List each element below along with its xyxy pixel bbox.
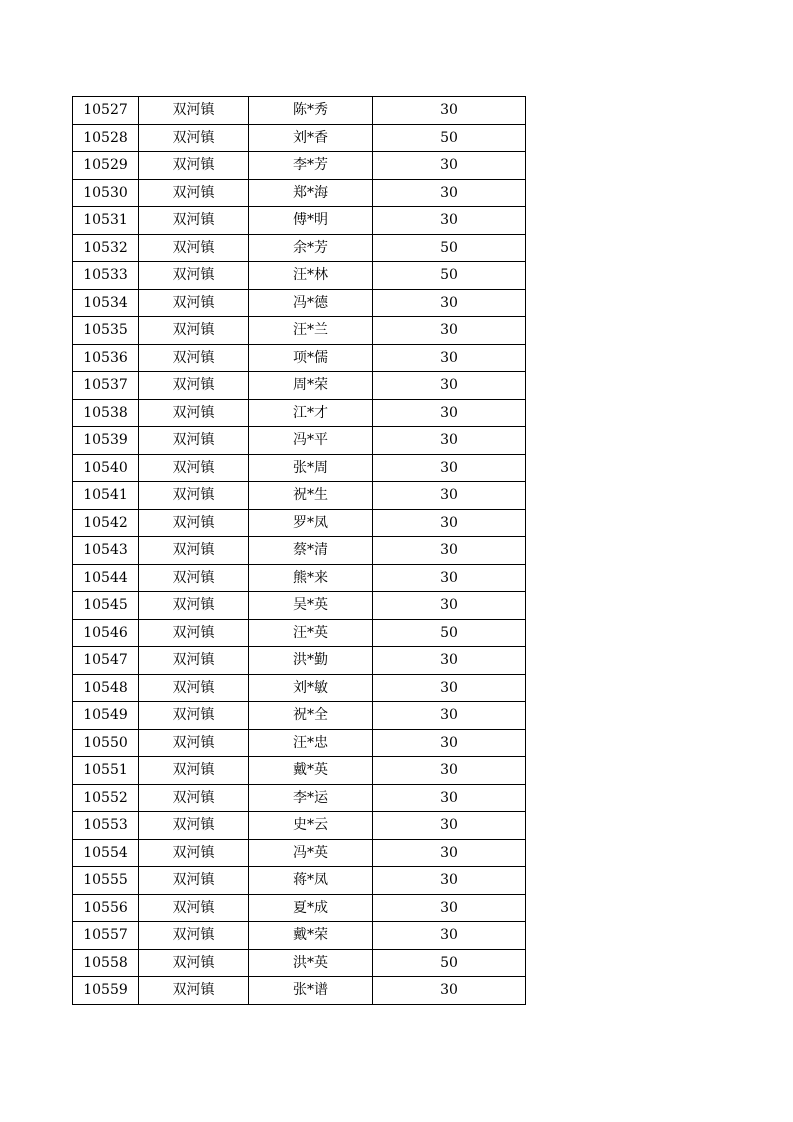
cell-id: 10534 (73, 289, 139, 317)
cell-town: 双河镇 (139, 97, 249, 125)
cell-name: 刘*香 (249, 124, 373, 152)
cell-name: 江*才 (249, 399, 373, 427)
table-row (73, 207, 526, 235)
cell-name: 张*谱 (249, 977, 373, 1005)
cell-id: 10546 (73, 619, 139, 647)
cell-town: 双河镇 (139, 949, 249, 977)
cell-town: 双河镇 (139, 674, 249, 702)
cell-town: 双河镇 (139, 317, 249, 345)
cell-town: 双河镇 (139, 262, 249, 290)
table-row (73, 124, 526, 152)
cell-id: 10548 (73, 674, 139, 702)
cell-town: 双河镇 (139, 702, 249, 730)
cell-amount: 30 (373, 839, 526, 867)
cell-town: 双河镇 (139, 839, 249, 867)
cell-amount: 30 (373, 509, 526, 537)
cell-town: 双河镇 (139, 537, 249, 565)
cell-town: 双河镇 (139, 454, 249, 482)
cell-town: 双河镇 (139, 344, 249, 372)
cell-id: 10545 (73, 592, 139, 620)
cell-name: 洪*英 (249, 949, 373, 977)
cell-town: 双河镇 (139, 812, 249, 840)
cell-amount: 30 (373, 317, 526, 345)
cell-name: 祝*全 (249, 702, 373, 730)
cell-id: 10551 (73, 757, 139, 785)
cell-name: 祝*生 (249, 482, 373, 510)
cell-town: 双河镇 (139, 867, 249, 895)
cell-amount: 30 (373, 647, 526, 675)
cell-name: 周*荣 (249, 372, 373, 400)
cell-name: 蔡*清 (249, 537, 373, 565)
cell-id: 10555 (73, 867, 139, 895)
cell-town: 双河镇 (139, 399, 249, 427)
table-row (73, 812, 526, 840)
cell-town: 双河镇 (139, 977, 249, 1005)
table-row (73, 729, 526, 757)
cell-amount: 30 (373, 97, 526, 125)
cell-id: 10544 (73, 564, 139, 592)
cell-name: 项*儒 (249, 344, 373, 372)
table-row (73, 482, 526, 510)
table-row (73, 344, 526, 372)
cell-id: 10553 (73, 812, 139, 840)
table-row (73, 179, 526, 207)
cell-id: 10554 (73, 839, 139, 867)
cell-id: 10540 (73, 454, 139, 482)
table-row (73, 702, 526, 730)
cell-name: 傅*明 (249, 207, 373, 235)
cell-town: 双河镇 (139, 619, 249, 647)
cell-id: 10538 (73, 399, 139, 427)
cell-amount: 30 (373, 399, 526, 427)
cell-town: 双河镇 (139, 234, 249, 262)
data-table (72, 96, 526, 1005)
table-row (73, 977, 526, 1005)
cell-id: 10552 (73, 784, 139, 812)
table-row (73, 867, 526, 895)
cell-amount: 30 (373, 482, 526, 510)
cell-town: 双河镇 (139, 427, 249, 455)
table-row (73, 537, 526, 565)
cell-name: 戴*荣 (249, 922, 373, 950)
table-row (73, 509, 526, 537)
cell-amount: 30 (373, 977, 526, 1005)
table-row (73, 839, 526, 867)
cell-amount: 50 (373, 234, 526, 262)
cell-amount: 30 (373, 674, 526, 702)
cell-id: 10537 (73, 372, 139, 400)
cell-name: 冯*平 (249, 427, 373, 455)
cell-town: 双河镇 (139, 482, 249, 510)
cell-name: 熊*来 (249, 564, 373, 592)
cell-name: 余*芳 (249, 234, 373, 262)
table-row (73, 372, 526, 400)
cell-amount: 30 (373, 454, 526, 482)
cell-amount: 50 (373, 262, 526, 290)
cell-name: 戴*英 (249, 757, 373, 785)
cell-id: 10530 (73, 179, 139, 207)
table-row (73, 317, 526, 345)
cell-id: 10558 (73, 949, 139, 977)
table-row (73, 619, 526, 647)
cell-name: 蒋*凤 (249, 867, 373, 895)
cell-id: 10535 (73, 317, 139, 345)
cell-town: 双河镇 (139, 564, 249, 592)
table-row (73, 152, 526, 180)
cell-name: 冯*德 (249, 289, 373, 317)
cell-id: 10541 (73, 482, 139, 510)
cell-id: 10542 (73, 509, 139, 537)
table-row (73, 399, 526, 427)
table-row (73, 427, 526, 455)
cell-amount: 50 (373, 949, 526, 977)
cell-id: 10559 (73, 977, 139, 1005)
table-row (73, 894, 526, 922)
cell-id: 10557 (73, 922, 139, 950)
cell-town: 双河镇 (139, 784, 249, 812)
cell-town: 双河镇 (139, 372, 249, 400)
cell-amount: 30 (373, 729, 526, 757)
cell-id: 10529 (73, 152, 139, 180)
cell-amount: 30 (373, 894, 526, 922)
table-body (73, 97, 526, 1005)
cell-id: 10556 (73, 894, 139, 922)
cell-town: 双河镇 (139, 152, 249, 180)
cell-name: 郑*海 (249, 179, 373, 207)
cell-name: 冯*英 (249, 839, 373, 867)
cell-town: 双河镇 (139, 729, 249, 757)
cell-name: 吴*英 (249, 592, 373, 620)
table-row (73, 757, 526, 785)
cell-id: 10527 (73, 97, 139, 125)
cell-amount: 50 (373, 124, 526, 152)
cell-id: 10543 (73, 537, 139, 565)
cell-id: 10532 (73, 234, 139, 262)
table-row (73, 564, 526, 592)
table-row (73, 784, 526, 812)
cell-id: 10550 (73, 729, 139, 757)
table-row (73, 922, 526, 950)
cell-name: 张*周 (249, 454, 373, 482)
table-row (73, 592, 526, 620)
cell-name: 史*云 (249, 812, 373, 840)
cell-amount: 30 (373, 812, 526, 840)
cell-amount: 30 (373, 592, 526, 620)
cell-name: 刘*敏 (249, 674, 373, 702)
cell-town: 双河镇 (139, 207, 249, 235)
cell-id: 10539 (73, 427, 139, 455)
cell-amount: 30 (373, 564, 526, 592)
cell-amount: 30 (373, 757, 526, 785)
cell-name: 汪*忠 (249, 729, 373, 757)
cell-amount: 30 (373, 207, 526, 235)
cell-town: 双河镇 (139, 509, 249, 537)
cell-amount: 30 (373, 179, 526, 207)
table-row (73, 674, 526, 702)
table-row (73, 454, 526, 482)
cell-amount: 30 (373, 344, 526, 372)
cell-id: 10531 (73, 207, 139, 235)
cell-amount: 30 (373, 372, 526, 400)
cell-town: 双河镇 (139, 894, 249, 922)
cell-name: 汪*英 (249, 619, 373, 647)
cell-name: 罗*凤 (249, 509, 373, 537)
cell-town: 双河镇 (139, 647, 249, 675)
table-row (73, 289, 526, 317)
table-row (73, 97, 526, 125)
cell-town: 双河镇 (139, 922, 249, 950)
cell-name: 汪*林 (249, 262, 373, 290)
cell-id: 10547 (73, 647, 139, 675)
cell-name: 夏*成 (249, 894, 373, 922)
cell-town: 双河镇 (139, 179, 249, 207)
cell-town: 双河镇 (139, 124, 249, 152)
cell-amount: 30 (373, 702, 526, 730)
cell-name: 李*运 (249, 784, 373, 812)
cell-town: 双河镇 (139, 289, 249, 317)
cell-amount: 30 (373, 867, 526, 895)
cell-amount: 50 (373, 619, 526, 647)
cell-name: 汪*兰 (249, 317, 373, 345)
cell-amount: 30 (373, 427, 526, 455)
cell-amount: 30 (373, 784, 526, 812)
cell-name: 陈*秀 (249, 97, 373, 125)
cell-town: 双河镇 (139, 592, 249, 620)
cell-amount: 30 (373, 537, 526, 565)
cell-town: 双河镇 (139, 757, 249, 785)
table-row (73, 234, 526, 262)
cell-amount: 30 (373, 152, 526, 180)
cell-id: 10549 (73, 702, 139, 730)
cell-amount: 30 (373, 922, 526, 950)
cell-id: 10528 (73, 124, 139, 152)
table-row (73, 262, 526, 290)
cell-id: 10536 (73, 344, 139, 372)
cell-amount: 30 (373, 289, 526, 317)
table-row (73, 647, 526, 675)
cell-id: 10533 (73, 262, 139, 290)
cell-name: 李*芳 (249, 152, 373, 180)
table-row (73, 949, 526, 977)
cell-name: 洪*勤 (249, 647, 373, 675)
